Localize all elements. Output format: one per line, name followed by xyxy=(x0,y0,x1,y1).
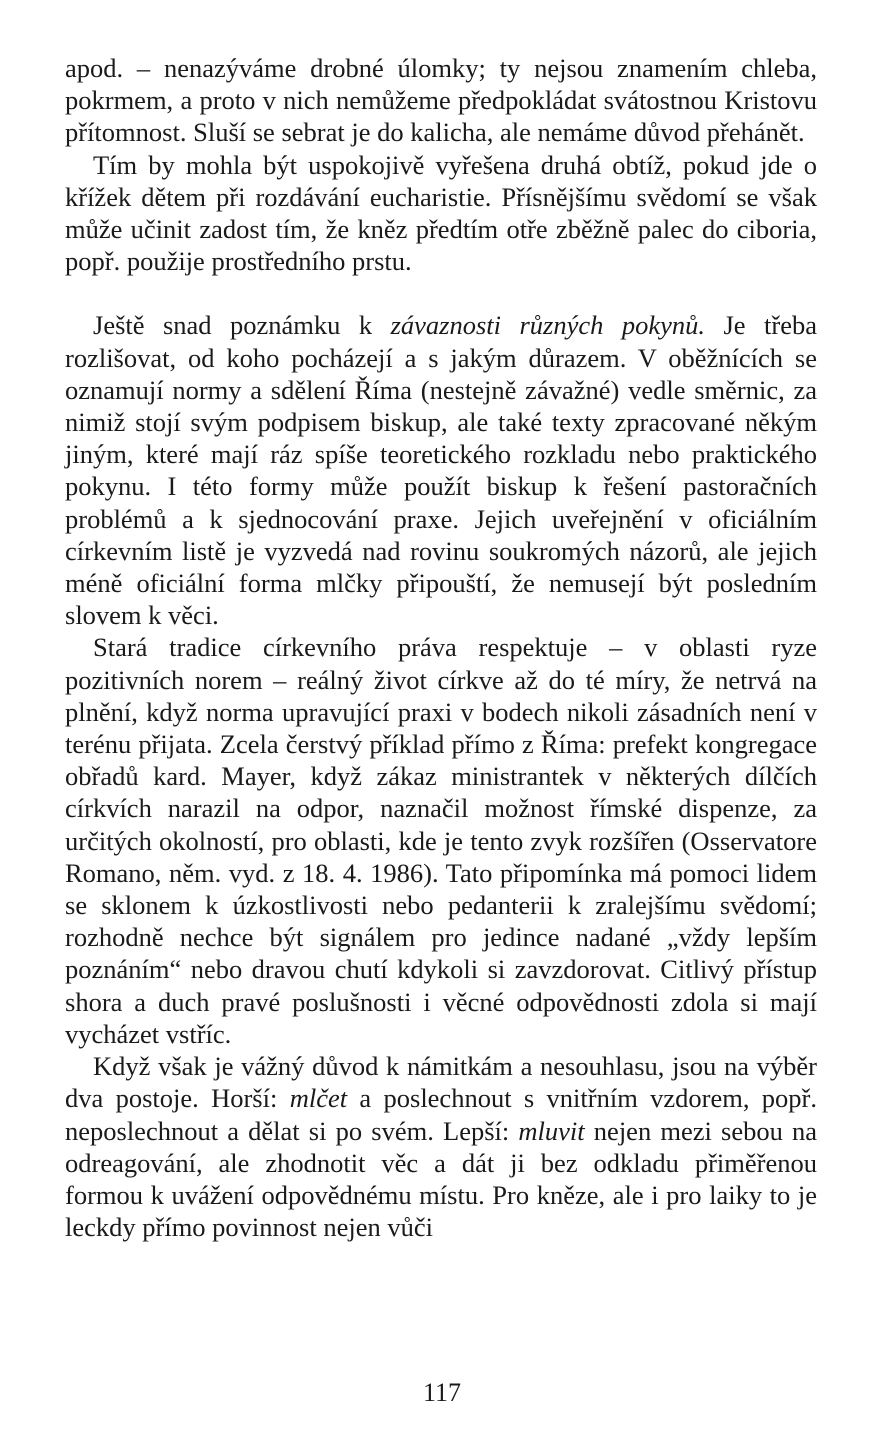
paragraph-5-italic-mluvit: mluvit xyxy=(518,1115,585,1146)
paragraph-4-text: Stará tradice církevního práva respektuje – v oblasti ryze pozitivních norem – reálný život církve až do té míry, že netrvá na plnění, když norma upravující praxi v bodech nikoli zásadních není v terénu přijata. Zcela čerstvý příklad přímo z Říma: prefekt kongregace obřadů kard. Mayer, když zákaz ministrantek v některých dílčích církvích narazil na odpor, naznačil možnost římské dispenze, za určitých okolností, pro oblasti, kde je tento zvyk rozšířen (Osservatore Romano, něm. vyd. z 18. 4. 1986). Tato připomínka má pomoci lidem se sklonem k úzkostlivosti nebo pedanterii k zralejšímu svědomí; rozhodně nechce být signálem pro jedince nadané „vždy lepším poznáním“ nebo dravou chutí kdykoli si zavzdorovat. Citlivý přístup shora a duch pravé poslušnosti i věcné odpovědnosti zdola si mají vycházet vstříc. xyxy=(65,632,817,1049)
paragraph-1 xyxy=(65,52,817,149)
paragraph-3-italic-term: závaznosti různých pokynů. xyxy=(390,310,706,341)
paragraph-4 xyxy=(65,631,817,1050)
paragraph-2 xyxy=(65,149,817,278)
paragraph-1-text: apod. – nenazýváme drobné úlomky; ty nejsou znamením chleba, pokrmem, a proto v nich nemůžeme předpokládat svátostnou Kristovu přítomnost. Sluší se sebrat je do kalicha, ale nemáme důvod přehánět. xyxy=(65,53,817,148)
paragraph-5-italic-mlcet: mlčet xyxy=(289,1083,348,1114)
paragraph-5-text-b: a poslechnout s vnitřním vzdorem, popř. neposlechnout a dělat si po svém. Lepší: xyxy=(65,1083,818,1146)
page-number: 117 xyxy=(422,1378,462,1407)
paragraph-3 xyxy=(65,309,817,631)
paragraph-3-text-b: Je třeba rozlišovat, od koho pocházejí a s jakým důrazem. V oběžnících se oznamují normy a sdělení Říma (nestejně závažné) vedle směrnic, za nimiž stojí svým podpisem biskup, ale také texty zpracované někým jiným, které mají ráz spíše teoretického rozkladu nebo praktického pokynu. I této formy může použít biskup k řešení pastoračních problémů a k sjednocování praxe. Jejich uveřejnění v oficiálním církevním listě je vyzvedá nad rovinu soukromých názorů, ale jejich méně oficiální forma mlčky připouští, že nemusejí být posledním slovem k věci. xyxy=(65,310,817,631)
paragraph-5 xyxy=(65,1050,817,1243)
paragraph-5-text-a: Když však je vážný důvod k námitkám a nesouhlasu, jsou na výběr dva postoje. Horší: xyxy=(65,1051,817,1114)
section-gap xyxy=(65,277,817,309)
paragraph-5-text-c: nejen mezi sebou na odreagování, ale zhodnotit věc a dát ji bez odkladu přiměřenou formou k uvážení odpovědnému místu. Pro kněze, ale i pro laiky to je leckdy přímo povinnost nejen vůči xyxy=(65,1115,817,1243)
paragraph-2-text: Tím by mohla být uspokojivě vyřešena druhá obtíž, pokud jde o křížek dětem při rozdávání eucharistie. Přísnějšímu svědomí se však může učinit zadost tím, že kněz předtím otře zběžně palec do ciboria, popř. použije prostředního prstu. xyxy=(65,149,817,277)
page-body xyxy=(65,52,817,1243)
paragraph-3-text-a: Ještě snad poznámku k xyxy=(93,310,391,341)
